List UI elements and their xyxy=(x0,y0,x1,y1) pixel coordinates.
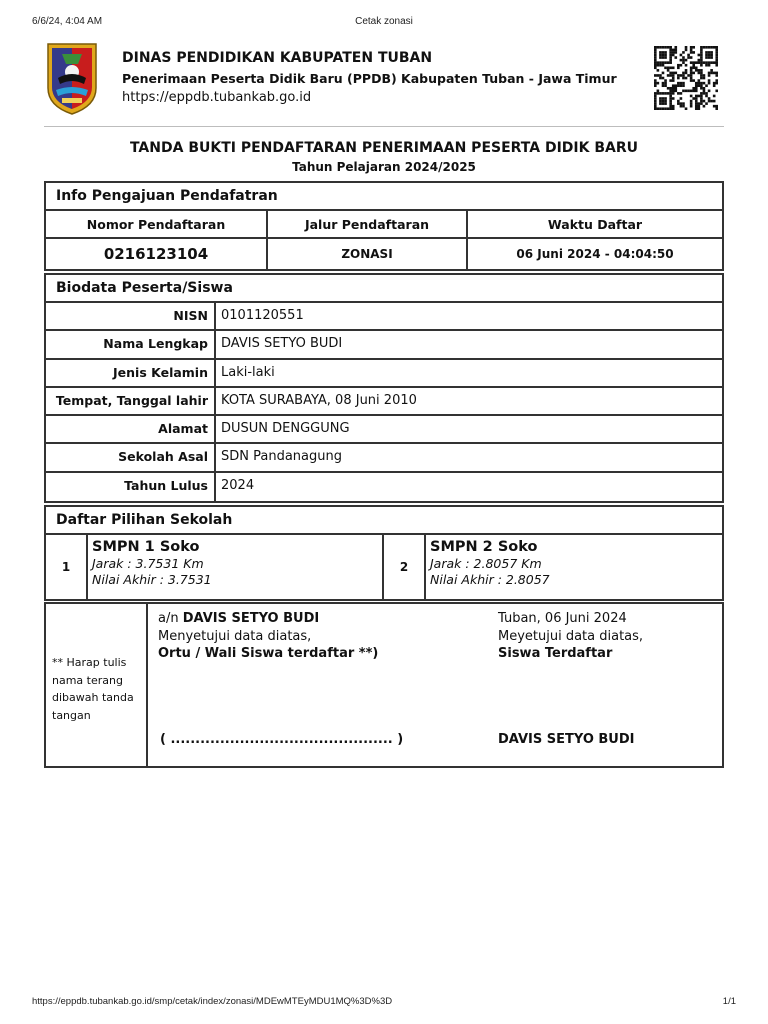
choice-card xyxy=(426,535,722,599)
field-value: KOTA SURABAYA, 08 Juni 2010 xyxy=(221,392,417,408)
table-row xyxy=(46,416,722,444)
school-name: SMPN 1 Soko xyxy=(92,539,200,555)
choice-number: 1 xyxy=(46,535,88,599)
parent-agree: Menyetujui data diatas, xyxy=(158,628,312,644)
parent-name: DAVIS SETYO BUDI xyxy=(182,611,320,626)
school-name: SMPN 2 Soko xyxy=(430,539,538,555)
org-subtitle: Penerimaan Peserta Didik Baru (PPDB) Kabupaten Tuban - Jawa Timur xyxy=(122,71,617,86)
table-row xyxy=(46,360,722,388)
print-footer xyxy=(32,996,736,1010)
table-row xyxy=(46,473,722,501)
table-row xyxy=(46,388,722,416)
print-page-number: 1/1 xyxy=(722,996,736,1007)
pilihan-section xyxy=(44,505,724,601)
biodata-table xyxy=(46,303,722,501)
student-agree: Meyetujui data diatas, xyxy=(498,628,644,644)
value-jalur: ZONASI xyxy=(341,247,393,261)
document-year: Tahun Pelajaran 2024/2025 xyxy=(292,160,476,174)
print-date: 6/6/24, 4:04 AM xyxy=(32,16,103,27)
print-title: Cetak zonasi xyxy=(355,16,413,27)
school-distance: Jarak : 3.7531 Km xyxy=(92,556,204,571)
qr-code-icon xyxy=(654,46,718,110)
field-value: SDN Pandanagung xyxy=(221,449,342,465)
field-label: Jenis Kelamin xyxy=(46,360,216,386)
student-signature-name: DAVIS SETYO BUDI xyxy=(498,732,635,747)
parent-role: Ortu / Wali Siswa terdaftar **) xyxy=(158,646,379,661)
signature-note-cell xyxy=(46,604,148,766)
letterhead xyxy=(44,40,724,116)
field-value: 0101120551 xyxy=(221,308,304,323)
school-distance: Jarak : 2.8057 Km xyxy=(430,556,542,571)
student-signature-block xyxy=(498,610,643,663)
school-score: Nilai Akhir : 2.8057 xyxy=(430,572,550,587)
field-label: Alamat xyxy=(46,416,216,442)
info-value-row xyxy=(46,239,722,269)
document-title: TANDA BUKTI PENDAFTARAN PENERIMAAN PESERTA DIDIK BARU xyxy=(129,140,639,156)
print-url: https://eppdb.tubankab.go.id/smp/cetak/index/zonasi/MDEwMTEyMDU1MQ%3D%3D xyxy=(32,996,393,1007)
biodata-section-title: Biodata Peserta/Siswa xyxy=(46,275,722,303)
field-value: 2024 xyxy=(221,477,255,493)
field-label: Nama Lengkap xyxy=(46,331,216,357)
student-role: Siswa Terdaftar xyxy=(498,646,613,661)
biodata-section xyxy=(44,273,724,503)
label-waktu: Waktu Daftar xyxy=(547,216,643,232)
header-divider xyxy=(44,126,724,127)
field-value: DUSUN DENGGUNG xyxy=(221,421,350,437)
value-nomor: 0216123104 xyxy=(103,245,209,263)
field-label: Sekolah Asal xyxy=(46,444,216,470)
label-jalur: Jalur Pendaftaran xyxy=(304,216,430,232)
signature-section xyxy=(44,602,724,768)
table-row xyxy=(46,444,722,472)
choice-number: 2 xyxy=(384,535,426,599)
signature-note: ** Harap tulis nama terang dibawah tanda tangan xyxy=(52,656,134,722)
print-header xyxy=(32,16,736,30)
info-label-row xyxy=(46,211,722,239)
info-section-title: Info Pengajuan Pendafatran xyxy=(46,183,722,211)
label-nomor: Nomor Pendaftaran xyxy=(86,216,226,232)
org-name: DINAS PENDIDIKAN KABUPATEN TUBAN xyxy=(122,50,433,66)
field-value: Laki-laki xyxy=(221,364,275,380)
value-waktu: 06 Juni 2024 - 04:04:50 xyxy=(516,247,674,261)
field-label: Tempat, Tanggal lahir xyxy=(46,388,216,414)
field-value: DAVIS SETYO BUDI xyxy=(221,336,343,352)
org-url: https://eppdb.tubankab.go.id xyxy=(122,90,312,105)
pilihan-section-title: Daftar Pilihan Sekolah xyxy=(46,507,722,535)
parent-signature-block xyxy=(158,610,378,663)
choice-card xyxy=(88,535,384,599)
parent-signature-line: ( ............................................. ) xyxy=(160,732,404,747)
field-label: Tahun Lulus xyxy=(46,473,216,501)
school-score: Nilai Akhir : 3.7531 xyxy=(92,572,212,587)
table-row xyxy=(46,331,722,359)
regency-crest-icon xyxy=(44,42,100,116)
parent-prefix: a/n xyxy=(158,611,179,626)
place-date: Tuban, 06 Juni 2024 xyxy=(498,611,627,626)
table-row xyxy=(46,303,722,331)
info-section xyxy=(44,181,724,271)
pilihan-row xyxy=(46,535,722,599)
field-label: NISN xyxy=(46,303,216,329)
